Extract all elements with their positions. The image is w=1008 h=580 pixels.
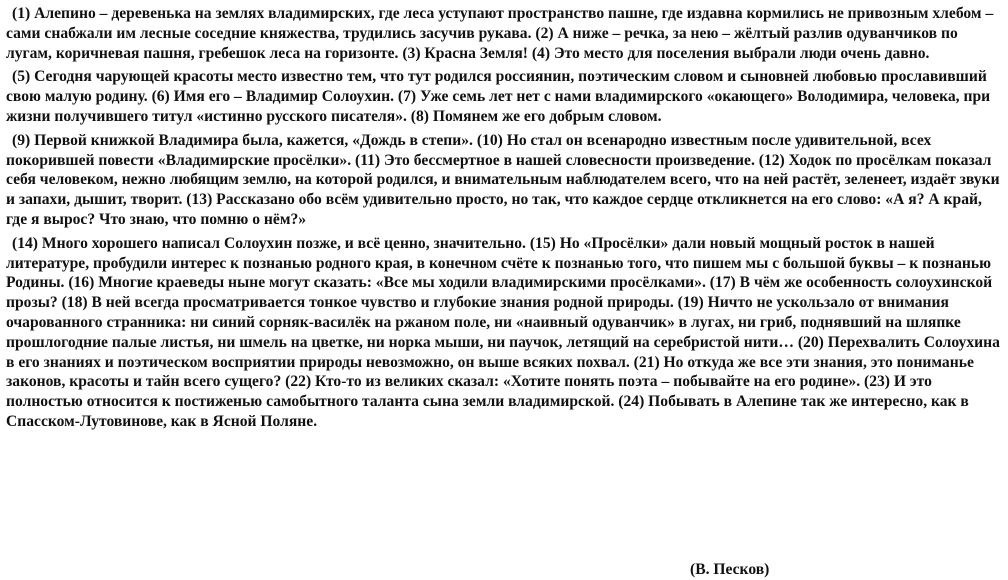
paragraph-2: (5) Сегодня чарующей красоты место известно тем, что тут родился россиянин, поэтическим словом и сыновней любовью прославивший свою малую родину. (6) Имя его – Владимир Солоухин. (7) Уже семь лет нет с нами владимирского «окающего» Володимира, человека, при жизни получившего титул «истинно русского писателя». (8) Помянем же его добрым словом. [6,68,991,125]
paragraph-4: (14) Много хорошего написал Солоухин позже, и всё ценно, значительно. (15) Но «Просёлки» дали новый мощный росток в нашей литературе, пробудили интерес к познанью родного края, в конечном счёте к познанью того, что пишем мы с большой буквы – к познанью Родины. (16) Многие краеведы ныне могут сказать: «Все мы ходили владимирскими просёлками». (17) В чём же особенность солоухинской прозы? (18) В ней всегда просматривается тонкое чувство и глубокие знания родной природы. (19) Ничто не ускользало от внимания очарованного странника: ни синий сорняк-василёк на ржаном поле, ни «наивный одуванчик» в лугах, ни гриб, поднявший на шляпке прошлогодние палые листья, ни шмель на цветке, ни норка мыши, ни паучок, летящий на серебристой нити… (20) Перехвалить Солоухина в его знаниях и поэтическом восприятии природы невозможно, он выше всяких похвал. (21) Но откуда же все эти знания, это пониманье законов, красоты и тайн всего сущего? (22) Кто-то из великих сказал: «Хотите понять поэта – побывайте на его родине». (23) И это полностью относится к постиженью самобытного таланта сына земли владимирской. (24) Побывать в Алепине так же интересно, как в Спасском-Лутовинове, как в Ясной Поляне. [6,234,1000,430]
article-text [6,4,1000,432]
paragraph-3: (9) Первой книжкой Владимира была, кажется, «Дождь в степи». (10) Но стал он всенародно известным после удивительной, всех покорившей повести «Владимирские просёлки». (11) Это бессмертное в нашей словесности произведение. (12) Ходок по просёлкам показал себя человеком, нежно любящим землю, на которой родился, и внимательным наблюдателем всего, что на ней растёт, зеленеет, издаёт звуки и запахи, дышит, творит. (13) Рассказано обо всём удивительно просто, но так, что каждое сердце откликнется на его слово: «А я? А край, где я вырос? Что знаю, что помню о нём?» [6,131,1000,228]
author-signature: (В. Песков) [690,561,770,578]
paragraph-1: (1) Алепино – деревенька на землях владимирских, где леса уступают пространство пашне, где издавна кормились не привозным хлебом – сами снабжали им лесные соседние княжества, трудились засучив рукава. (2) А ниже – речка, за нею – жёлтый разлив одуванчиков по лугам, коричневая пашня, гребешок леса на горизонте. (3) Красна Земля! (4) Это место для поселения выбрали люди очень давно. [6,5,994,62]
